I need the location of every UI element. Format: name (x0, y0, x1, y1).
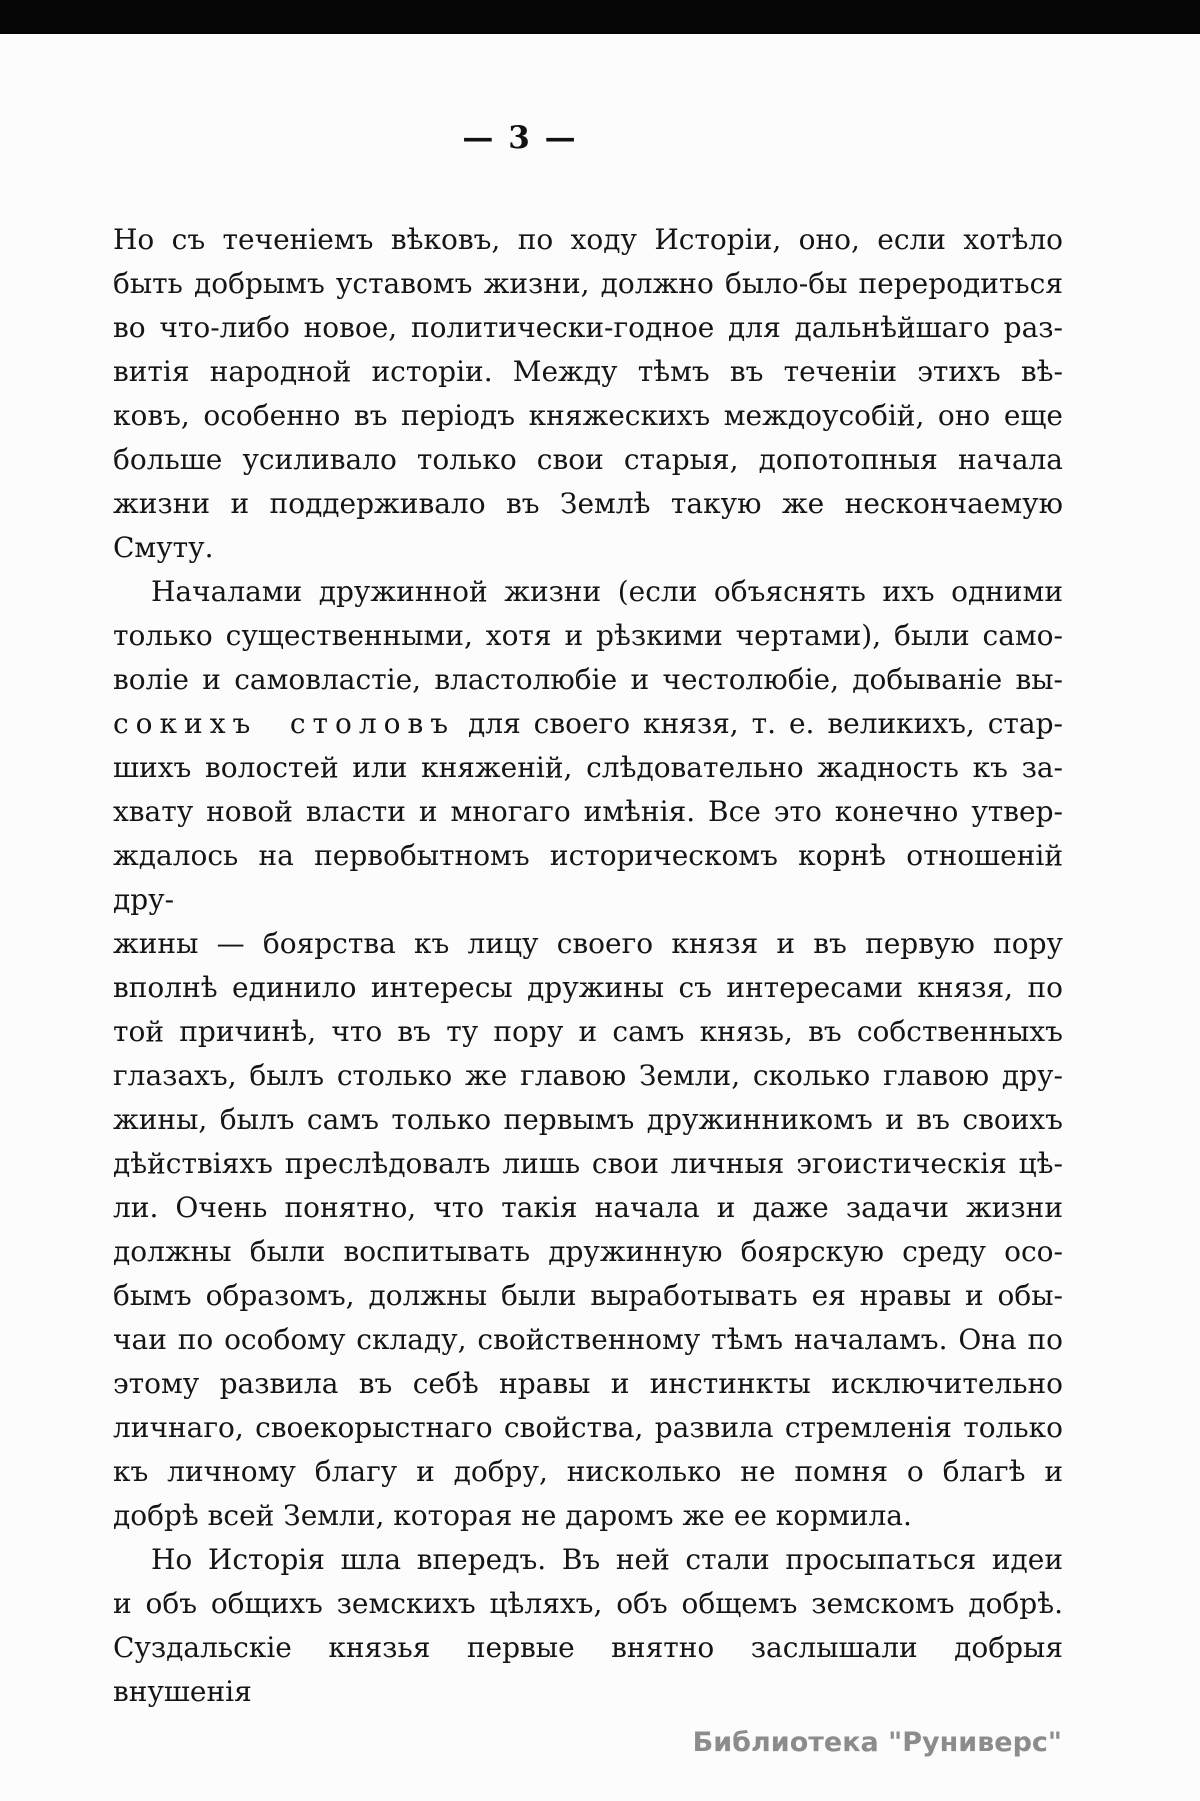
text-line: во что-либо новое, политически-годное для дальнѣйшаго раз- (113, 311, 1063, 344)
text-line: ковъ, особенно въ періодъ княжескихъ междоусобій, оно еще (113, 399, 1063, 432)
paragraph (113, 1538, 1063, 1714)
text-line: той причинѣ, что въ ту пору и самъ князь, въ собственныхъ (113, 1015, 1063, 1048)
text-line: больше усиливало только свои старыя, допотопныя начала (113, 443, 1063, 476)
text-line: жины — боярства къ лицу своего князя и въ первую пору (113, 927, 1063, 960)
text-line: жизни и поддерживало въ Землѣ такую же нескончаемую (113, 487, 1063, 520)
text-line: личнаго, своекорыстнаго свойства, развила стремленія только (113, 1411, 1063, 1444)
text-line: только существенными, хотя и рѣзкими чертами), были само- (113, 619, 1063, 652)
text-line: Но съ теченіемъ вѣковъ, по ходу Исторіи, оно, если хотѣло (113, 223, 1063, 256)
text-line: Но Исторія шла впередъ. Въ ней стали просыпаться идеи (151, 1543, 1063, 1576)
letterspaced-emphasis: сокихъ столовъ (113, 707, 456, 740)
paragraph (113, 218, 1063, 570)
text-line: къ личному благу и добру, нисколько не помня о благѣ и (113, 1455, 1063, 1488)
text-line: и объ общихъ земскихъ цѣляхъ, объ общемъ земскомъ добрѣ. (113, 1587, 1063, 1620)
text-line: глазахъ, былъ столько же главою Земли, сколько главою дру- (113, 1059, 1063, 1092)
text-line: витія народной исторіи. Между тѣмъ въ теченіи этихъ вѣ- (113, 355, 1063, 388)
text-line: воліе и самовластіе, властолюбіе и честолюбіе, добываніе вы- (113, 663, 1063, 696)
text-line: шихъ волостей или княженій, слѣдовательно жадность къ за- (113, 751, 1063, 784)
text-line: ждалось на первобытномъ историческомъ корнѣ отношеній дру- (113, 839, 1063, 916)
text-line: Суздальскіе князья первые внятно заслышали добрыя внушенія (113, 1631, 1063, 1708)
text-line: чаи по особому складу, свойственному тѣмъ началамъ. Она по (113, 1323, 1063, 1356)
text-line: жины, былъ самъ только первымъ дружинникомъ и въ своихъ (113, 1103, 1063, 1136)
text-line: этому развила въ себѣ нравы и инстинкты исключительно (113, 1367, 1063, 1400)
text-line: добрѣ всей Земли, которая не даромъ же ее кормила. (113, 1499, 912, 1532)
paragraph (113, 570, 1063, 1538)
text-line: дѣйствіяхъ преслѣдовалъ лишь свои личныя эгоистическія цѣ- (113, 1147, 1063, 1180)
page-number: — 3 — (462, 120, 578, 156)
text-line: должны были воспитывать дружинную боярскую среду осо- (113, 1235, 1063, 1268)
text-line: быть добрымъ уставомъ жизни, должно было-бы переродиться (113, 267, 1063, 300)
text-line: ли. Очень понятно, что такія начала и даже задачи жизни (113, 1191, 1063, 1224)
text-line: вполнѣ единило интересы дружины съ интересами князя, по (113, 971, 1063, 1004)
text-line: бымъ образомъ, должны были выработывать ея нравы и обы- (113, 1279, 1063, 1312)
text-line: сокихъ столовъ для своего князя, т. е. великихъ, стар- (113, 707, 1064, 740)
text-line: Началами дружинной жизни (если объяснять ихъ одними (151, 575, 1063, 608)
text-line: хвату новой власти и многаго имѣнія. Все это конечно утвер- (113, 795, 1063, 828)
library-watermark: Библиотека "Руниверс" (692, 1727, 1062, 1758)
scan-edge-artifact (0, 0, 1200, 34)
text-block (113, 218, 1063, 1714)
text-line: Смуту. (113, 531, 214, 564)
